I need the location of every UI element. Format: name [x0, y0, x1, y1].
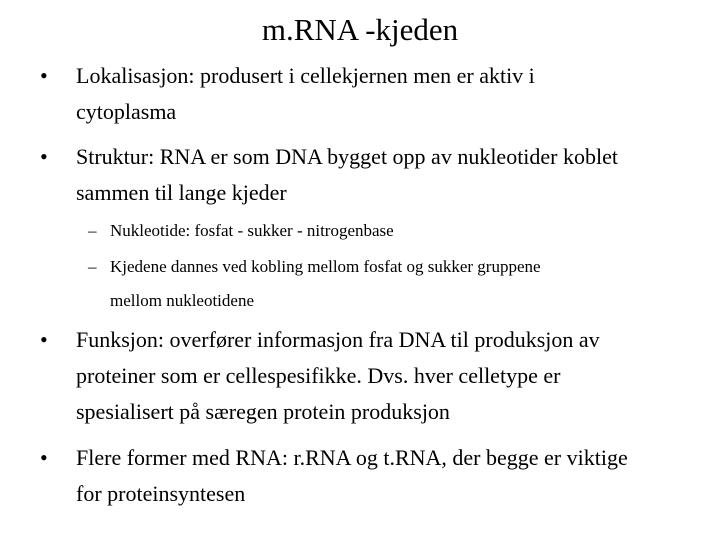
- bullet-marker: •: [40, 144, 48, 169]
- bullet-line: Lokalisasjon: produsert i cellekjernen men er aktiv i: [76, 63, 535, 88]
- bullet-text: [76, 440, 706, 512]
- subbullet-marker: –: [88, 257, 97, 276]
- bullet-text: [76, 58, 706, 130]
- subbullet-line: mellom nukleotidene: [110, 291, 254, 310]
- subbullet-text: [110, 250, 680, 318]
- subbullet-line: Kjedene dannes ved kobling mellom fosfat og sukker gruppene: [110, 257, 541, 276]
- bullet-text: [76, 322, 706, 430]
- slide-title: m.RNA -kjeden: [261, 12, 459, 47]
- bullet-marker: •: [40, 63, 48, 88]
- subbullet-marker: –: [88, 221, 97, 240]
- subbullet-line: Nukleotide: fosfat - sukker - nitrogenbase: [110, 221, 394, 240]
- bullet-marker: •: [40, 327, 48, 352]
- bullet-line: for proteinsyntesen: [76, 481, 246, 506]
- bullet-line: proteiner som er cellespesifikke. Dvs. hver celletype er: [76, 363, 561, 388]
- bullet-line: Funksjon: overfører informasjon fra DNA til produksjon av: [76, 327, 600, 352]
- subbullet-text: [110, 214, 680, 248]
- bullet-line: spesialisert på særegen protein produksjon: [76, 399, 450, 424]
- bullet-line: cytoplasma: [76, 99, 177, 124]
- bullet-line: Struktur: RNA er som DNA bygget opp av nukleotider koblet: [76, 144, 618, 169]
- bullet-line: Flere former med RNA: r.RNA og t.RNA, der begge er viktige: [76, 445, 628, 470]
- bullet-text: [76, 139, 706, 211]
- bullet-marker: •: [40, 445, 48, 470]
- bullet-line: sammen til lange kjeder: [76, 180, 287, 205]
